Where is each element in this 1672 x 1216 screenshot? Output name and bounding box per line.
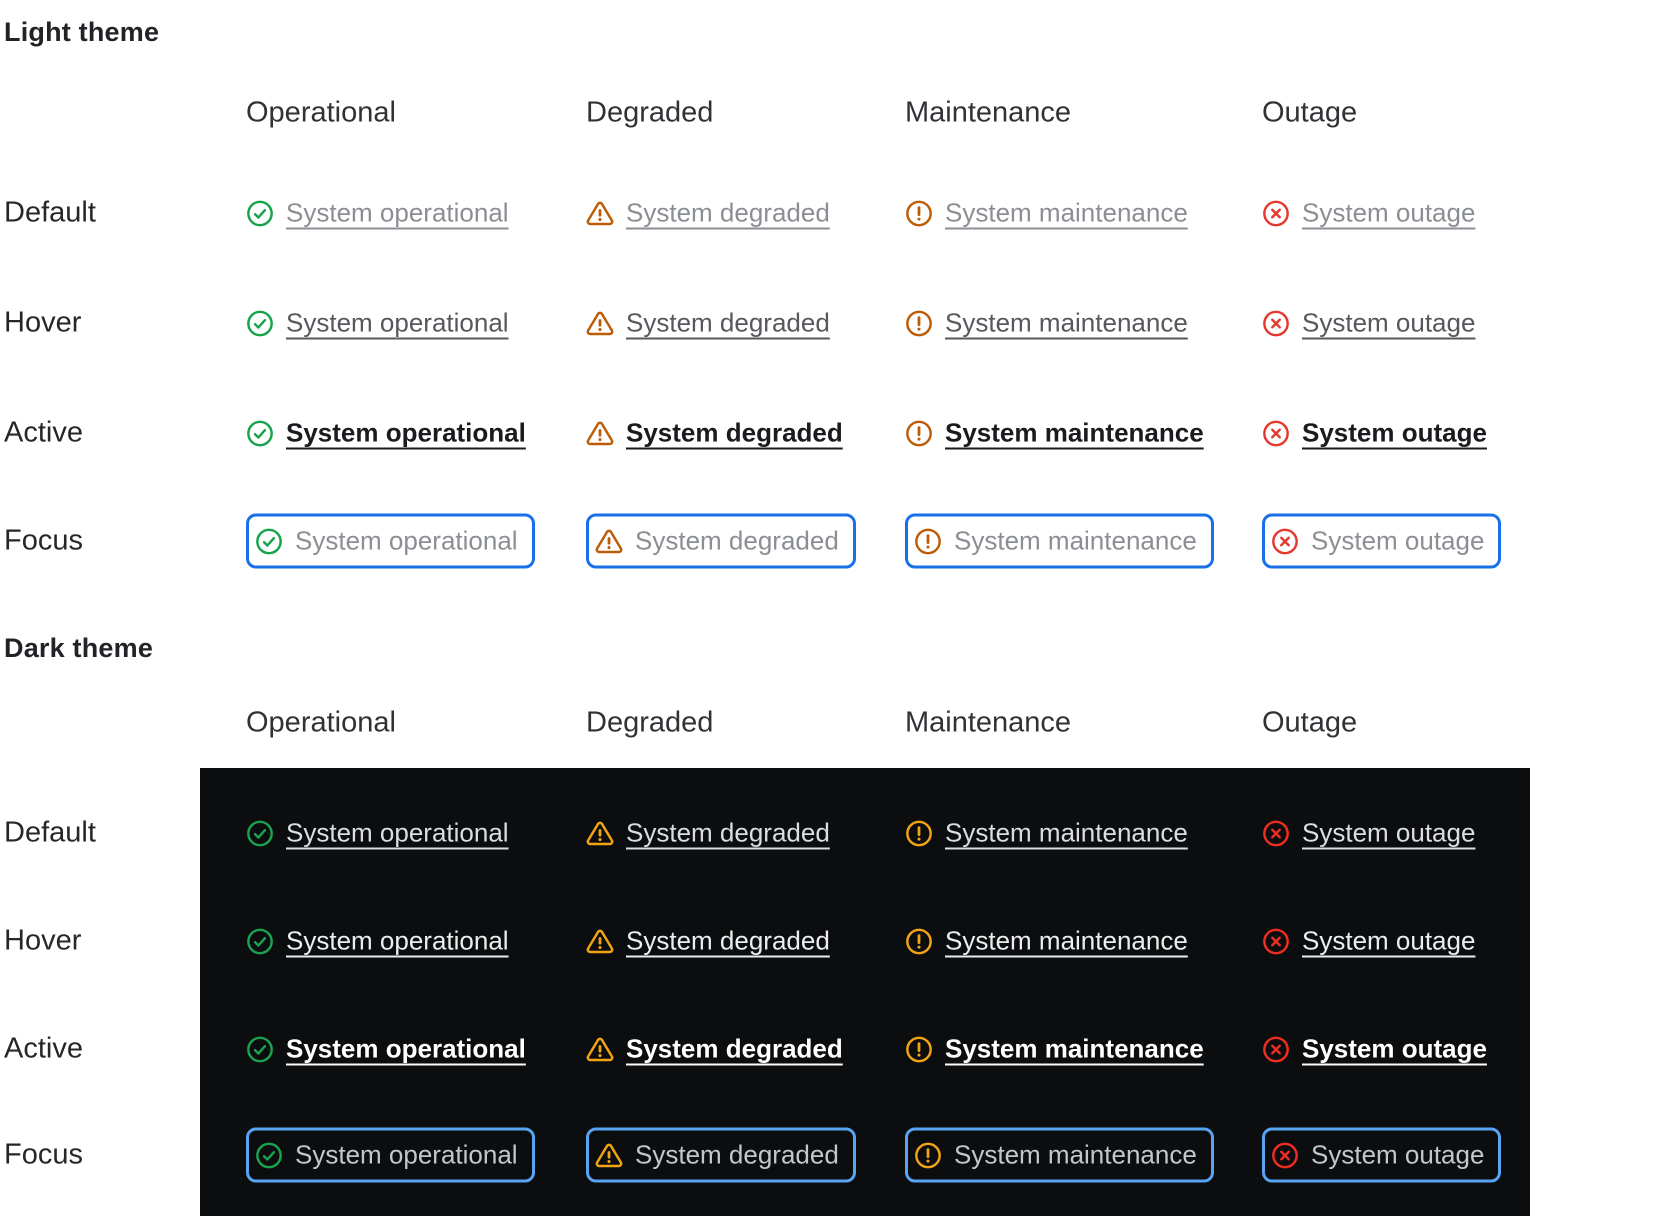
status-link-label: System maintenance (945, 417, 1204, 448)
alert-circle-icon (905, 419, 933, 447)
warning-triangle-icon (595, 527, 623, 555)
status-link-outage-dark-hover[interactable] (1262, 926, 1475, 957)
x-circle-icon (1271, 1141, 1299, 1169)
section-title-light: Light theme (4, 17, 160, 47)
status-link-maintenance-light-default[interactable] (905, 198, 1188, 229)
warning-triangle-icon (586, 199, 614, 227)
status-link-outage-light-focus[interactable] (1262, 514, 1501, 569)
status-link-label: System outage (1302, 197, 1476, 228)
alert-circle-icon (905, 1035, 933, 1063)
status-link-operational-dark-focus[interactable] (246, 1128, 535, 1183)
status-link-label: System operational (286, 1033, 526, 1064)
column-header-outage: Outage (1262, 706, 1358, 739)
x-circle-icon (1262, 419, 1290, 447)
alert-circle-icon (914, 527, 942, 555)
status-link-label: System operational (295, 1139, 518, 1170)
status-link-label: System operational (286, 307, 509, 338)
column-header-maintenance: Maintenance (905, 96, 1072, 129)
check-circle-icon (246, 309, 274, 337)
row-label-dark-active: Active (4, 1032, 83, 1065)
status-link-label: System degraded (626, 197, 830, 228)
status-link-label: System degraded (626, 417, 843, 448)
status-link-maintenance-dark-active[interactable] (905, 1034, 1204, 1065)
status-link-degraded-light-focus[interactable] (586, 514, 856, 569)
status-link-label: System maintenance (945, 1033, 1204, 1064)
status-link-degraded-light-default[interactable] (586, 198, 830, 229)
status-link-operational-light-default[interactable] (246, 198, 509, 229)
status-link-label: System maintenance (945, 197, 1188, 228)
alert-circle-icon (905, 819, 933, 847)
status-link-label: System degraded (626, 307, 830, 338)
row-label-light-default: Default (4, 196, 96, 229)
alert-circle-icon (905, 199, 933, 227)
status-link-label: System operational (295, 525, 518, 556)
check-circle-icon (246, 419, 274, 447)
status-link-label: System degraded (635, 1139, 839, 1170)
status-link-label: System outage (1302, 307, 1476, 338)
status-link-outage-dark-focus[interactable] (1262, 1128, 1501, 1183)
status-link-outage-light-default[interactable] (1262, 198, 1475, 229)
row-label-light-hover: Hover (4, 306, 82, 339)
check-circle-icon (246, 927, 274, 955)
status-link-label: System outage (1302, 417, 1487, 448)
x-circle-icon (1262, 309, 1290, 337)
status-link-outage-light-hover[interactable] (1262, 308, 1475, 339)
alert-circle-icon (905, 309, 933, 337)
section-title-dark: Dark theme (4, 633, 154, 663)
warning-triangle-icon (595, 1141, 623, 1169)
status-link-outage-dark-active[interactable] (1262, 1034, 1487, 1065)
column-header-maintenance: Maintenance (905, 706, 1072, 739)
status-link-label: System outage (1302, 925, 1476, 956)
column-header-degraded: Degraded (586, 706, 714, 739)
status-link-maintenance-light-focus[interactable] (905, 514, 1214, 569)
x-circle-icon (1262, 1035, 1290, 1063)
check-circle-icon (255, 1141, 283, 1169)
status-link-maintenance-light-active[interactable] (905, 418, 1204, 449)
x-circle-icon (1271, 527, 1299, 555)
status-link-label: System maintenance (945, 307, 1188, 338)
x-circle-icon (1262, 819, 1290, 847)
row-label-dark-hover: Hover (4, 924, 82, 957)
warning-triangle-icon (586, 419, 614, 447)
status-link-operational-dark-default[interactable] (246, 818, 509, 849)
row-label-dark-default: Default (4, 816, 96, 849)
status-link-label: System operational (286, 417, 526, 448)
check-circle-icon (246, 199, 274, 227)
warning-triangle-icon (586, 309, 614, 337)
column-header-operational: Operational (246, 706, 396, 739)
status-link-operational-dark-hover[interactable] (246, 926, 509, 957)
status-link-label: System outage (1302, 817, 1476, 848)
status-link-label: System degraded (635, 525, 839, 556)
status-link-outage-light-active[interactable] (1262, 418, 1487, 449)
status-link-label: System outage (1302, 1033, 1487, 1064)
status-link-maintenance-dark-default[interactable] (905, 818, 1188, 849)
status-link-degraded-light-hover[interactable] (586, 308, 830, 339)
status-link-label: System degraded (626, 925, 830, 956)
status-link-degraded-dark-hover[interactable] (586, 926, 830, 957)
warning-triangle-icon (586, 927, 614, 955)
warning-triangle-icon (586, 819, 614, 847)
column-header-outage: Outage (1262, 96, 1358, 129)
row-label-dark-focus: Focus (4, 1138, 83, 1171)
check-circle-icon (255, 527, 283, 555)
status-link-degraded-light-active[interactable] (586, 418, 843, 449)
status-link-operational-light-focus[interactable] (246, 514, 535, 569)
status-link-label: System outage (1311, 1139, 1485, 1170)
status-link-label: System operational (286, 197, 509, 228)
status-link-maintenance-dark-focus[interactable] (905, 1128, 1214, 1183)
status-link-label: System degraded (626, 817, 830, 848)
status-link-label: System maintenance (954, 525, 1197, 556)
alert-circle-icon (905, 927, 933, 955)
status-link-degraded-dark-focus[interactable] (586, 1128, 856, 1183)
status-link-operational-light-active[interactable] (246, 418, 526, 449)
check-circle-icon (246, 819, 274, 847)
status-link-maintenance-light-hover[interactable] (905, 308, 1188, 339)
x-circle-icon (1262, 927, 1290, 955)
warning-triangle-icon (586, 1035, 614, 1063)
row-label-light-active: Active (4, 416, 83, 449)
status-link-maintenance-dark-hover[interactable] (905, 926, 1188, 957)
column-header-operational: Operational (246, 96, 396, 129)
status-link-degraded-dark-active[interactable] (586, 1034, 843, 1065)
x-circle-icon (1262, 199, 1290, 227)
status-link-label: System operational (286, 925, 509, 956)
check-circle-icon (246, 1035, 274, 1063)
status-link-label: System maintenance (945, 817, 1188, 848)
row-label-light-focus: Focus (4, 524, 83, 557)
status-link-label: System outage (1311, 525, 1485, 556)
status-link-operational-dark-active[interactable] (246, 1034, 526, 1065)
status-link-degraded-dark-default[interactable] (586, 818, 830, 849)
alert-circle-icon (914, 1141, 942, 1169)
status-link-label: System degraded (626, 1033, 843, 1064)
status-link-label: System maintenance (954, 1139, 1197, 1170)
column-header-degraded: Degraded (586, 96, 714, 129)
status-link-label: System operational (286, 817, 509, 848)
status-link-label: System maintenance (945, 925, 1188, 956)
status-link-operational-light-hover[interactable] (246, 308, 509, 339)
status-link-outage-dark-default[interactable] (1262, 818, 1475, 849)
